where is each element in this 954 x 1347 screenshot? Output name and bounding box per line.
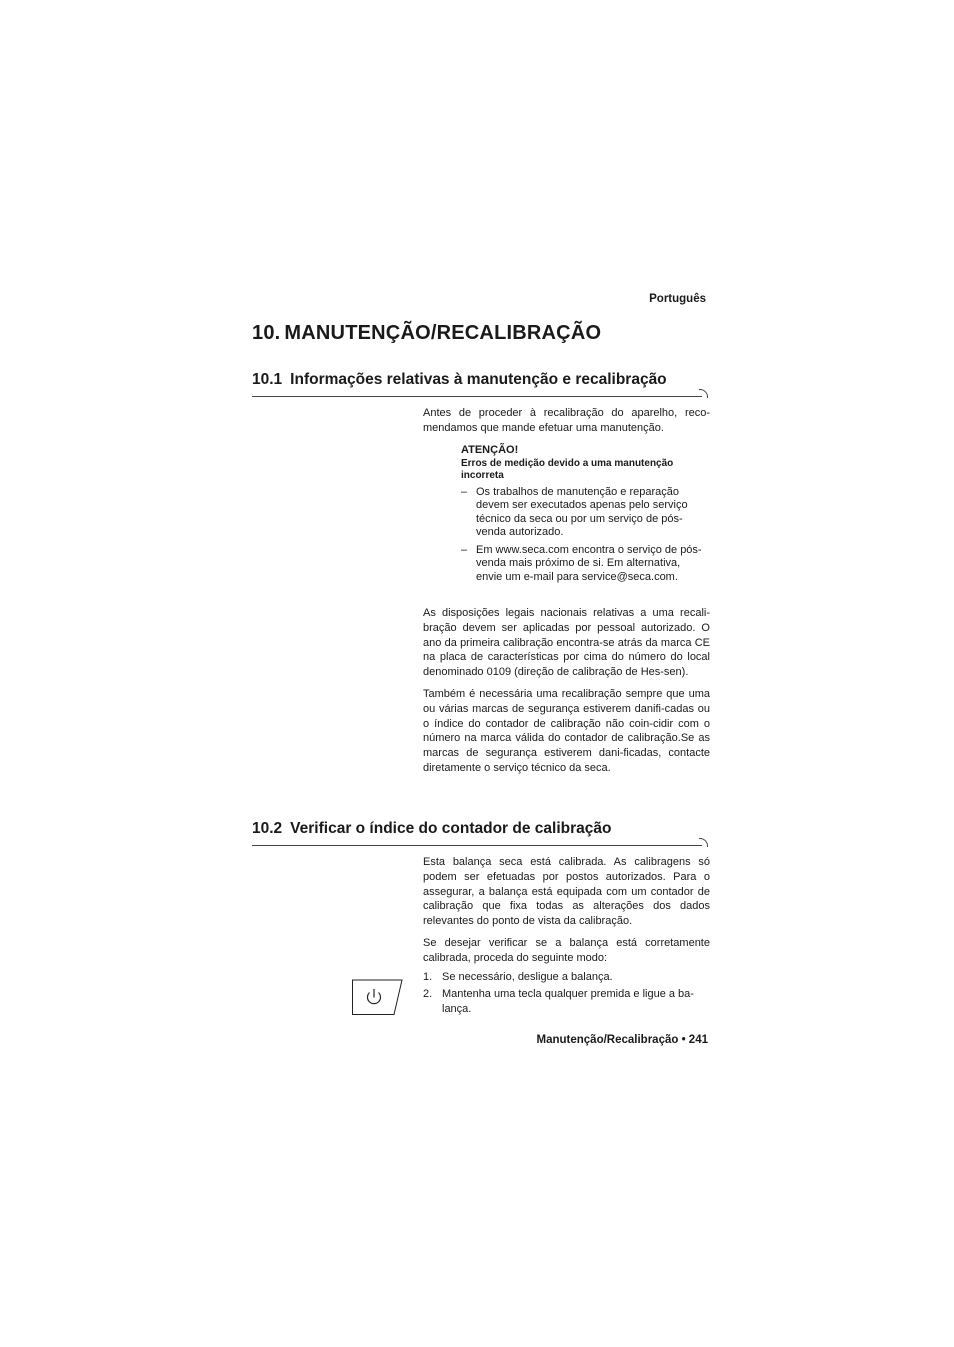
section-2-number: 10.2 xyxy=(252,820,283,837)
section-1-intro-paragraph: Antes de proceder à recalibração do aparelho, reco-mendamos que mande efetuar uma manutenção. xyxy=(423,407,710,434)
section-1-heading xyxy=(252,371,667,389)
section-1-rule xyxy=(252,396,702,397)
warning-box xyxy=(461,444,709,588)
step-number: 1. xyxy=(423,971,433,983)
warning-item xyxy=(461,544,709,585)
section-1-number: 10.1 xyxy=(252,371,283,388)
dash-bullet: – xyxy=(461,543,468,556)
step-text: Mantenha uma tecla qualquer premida e ligue a ba-lança. xyxy=(442,987,694,1015)
warning-title: ATENÇÃO! xyxy=(461,444,519,456)
section-2-rule xyxy=(252,845,702,846)
warning-list xyxy=(461,486,709,585)
section-2-paragraph-calibrated: Esta balança seca está calibrada. As calibragens só podem ser efetuadas por postos autorizados. Para o assegurar, a balança está equipada com um contador de calibração que fixa todas as alterações dos dados relevantes do ponto de vista da calibração. xyxy=(423,856,710,928)
section-1-body xyxy=(423,606,710,783)
chapter-title-text: MANUTENÇÃO/RECALIBRAÇÃO xyxy=(284,322,602,344)
section-2-paragraph-verify: Se desejar verificar se a balança está corretamente calibrada, proceda do seguinte modo: xyxy=(423,936,710,964)
section-2-body xyxy=(423,855,710,973)
step-number: 2. xyxy=(423,987,433,1000)
power-key-icon xyxy=(352,978,404,1016)
steps-list xyxy=(423,970,710,1018)
chapter-title xyxy=(252,322,601,345)
warning-item-text: Os trabalhos de manutenção e reparação devem ser executados apenas pelo serviço técnico da seca ou por um serviço de pós-venda autorizado. xyxy=(476,485,688,538)
section-1-paragraph-recalibration: Também é necessária uma recalibração sempre que uma ou várias marcas de segurança estiverem danifi-cadas ou o índice do contador de calibração não coin-cidir com o número na marca válida do contador de calibração.Se as marcas de segurança estiverem dani-ficadas, contacte diretamente o serviço técnico da seca. xyxy=(423,687,710,774)
warning-item-text: Em www.seca.com encontra o serviço de pós-venda mais próximo de si. Em alternativa, envie um e-mail para service@seca.com. xyxy=(476,543,702,583)
chapter-number: 10. xyxy=(252,322,281,344)
step-item xyxy=(423,970,710,985)
section-1-paragraph-legal: As disposições legais nacionais relativas a uma recali-bração devem ser aplicadas por pessoal autorizado. O ano da primeira calibração encontra-se atrás da marca CE na placa de características por cima do número do local denominado 0109 (direção de calibração de Hes-sen). xyxy=(423,607,710,679)
section-1-title: Informações relativas à manutenção e recalibração xyxy=(290,371,667,388)
language-label: Português xyxy=(649,293,706,305)
page-footer: Manutenção/Recalibração • 241 xyxy=(536,1034,708,1046)
section-2-heading xyxy=(252,820,611,838)
warning-subtitle: Erros de medição devido a uma manutenção incorreta xyxy=(461,457,674,481)
section-1-intro xyxy=(423,406,710,443)
step-item xyxy=(423,987,710,1017)
section-2-title: Verificar o índice do contador de calibração xyxy=(290,820,612,837)
step-text: Se necessário, desligue a balança. xyxy=(442,971,613,983)
warning-item xyxy=(461,486,709,540)
dash-bullet: – xyxy=(461,485,468,498)
